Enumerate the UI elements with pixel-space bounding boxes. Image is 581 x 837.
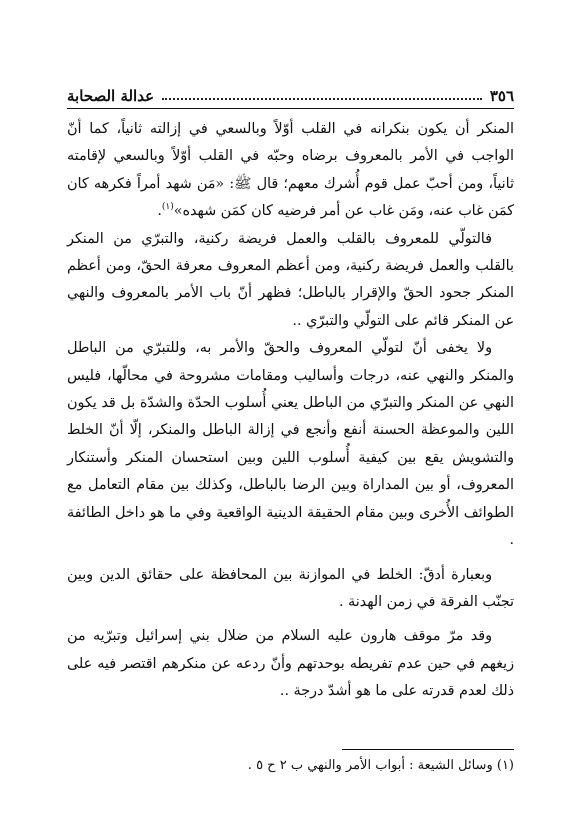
footnote-rule xyxy=(342,749,514,750)
running-title: عدالة الصحابة xyxy=(67,87,155,105)
footnote: (١) وسائل الشيعة : أبواب الأمر والنهي ب ٢ ح ٥ . xyxy=(247,758,514,773)
page-header xyxy=(67,79,514,105)
footnote-ref: (١) xyxy=(161,202,174,213)
body-text xyxy=(67,116,514,706)
header-leader-dots xyxy=(162,98,482,100)
paragraph-3: ولا يخفى أنّ لتولّي المعروف والحقّ والأمر به، وللتبرّي من الباطل والمنكر والنهي عنه، درجات وأساليب ومقامات مشروحة في محالّها، فليس النهي عن المنكر والتبرّي من الباطل يعني أُسلوب الحدّة والشدّة بل قد يكون اللين والموعظة الحسنة أنفع وأنجع في إزالة الباطل والمنكر، إلّا أنّ الخلط والتشويش يقع بين كيفية أُسلوب اللين وبين استحسان المنكر وأستنكار المعروف، أو بين المداراة وبين الرضا بالباطل، وكذلك بين مقام التعامل مع الطوائف الأُخرى وبين مقام الحقيقة الدينية الواقعية وفي ما هو داخل الطائفة . xyxy=(67,340,514,549)
page-number: ٣٥٦ xyxy=(489,87,514,105)
header-rule xyxy=(67,108,514,109)
paragraph-5: وقد مرّ موقف هارون عليه السلام من ضلال بني إسرائيل وتبرّيه من زيغهم في حين عدم تفريطه بوحدتهم وأنّ ردعه عن منكرهم اقتصر فيه على ذلك لعدم قدرته على ما هو أشدّ درجة .. xyxy=(67,628,514,700)
paragraph-4: وبعبارة أدقّ: الخلط في الموازنة بين المحافظة على حقائق الدين وبين تجنّب الفرقة في زمن الهدنة . xyxy=(67,566,514,610)
paragraph-2: فالتولّي للمعروف بالقلب والعمل فريضة ركنية، والتبرّي من المنكر بالقلب والعمل فريضة ركنية، ومن أعظم المعروف معرفة الحقّ، ومن أعظم المنكر جحود الحقّ والإقرار بالباطل؛ فظهر أنّ باب الأمر بالمعروف والنهي عن المنكر قائم على التولّي والتبرّي .. xyxy=(67,230,514,329)
paragraph-1: المنكر أن يكون بنكرانه في القلب أوّلاً وبالسعي في إزالته ثانياً، كما أنّ الواجب في الأمر بالمعروف برضاه وحبّه في القلب أوّلاً وبالسعي لإقامته ثانياً، ومن أحبّ عمل قوم أُشرك معهم؛ قال ﷺ: «مَن شهد أمراً فكرهه كان كمَن غاب عنه، ومَن غاب عن أمر فرضيه كان كمَن شهده»$^{(١)}$. xyxy=(67,121,514,220)
